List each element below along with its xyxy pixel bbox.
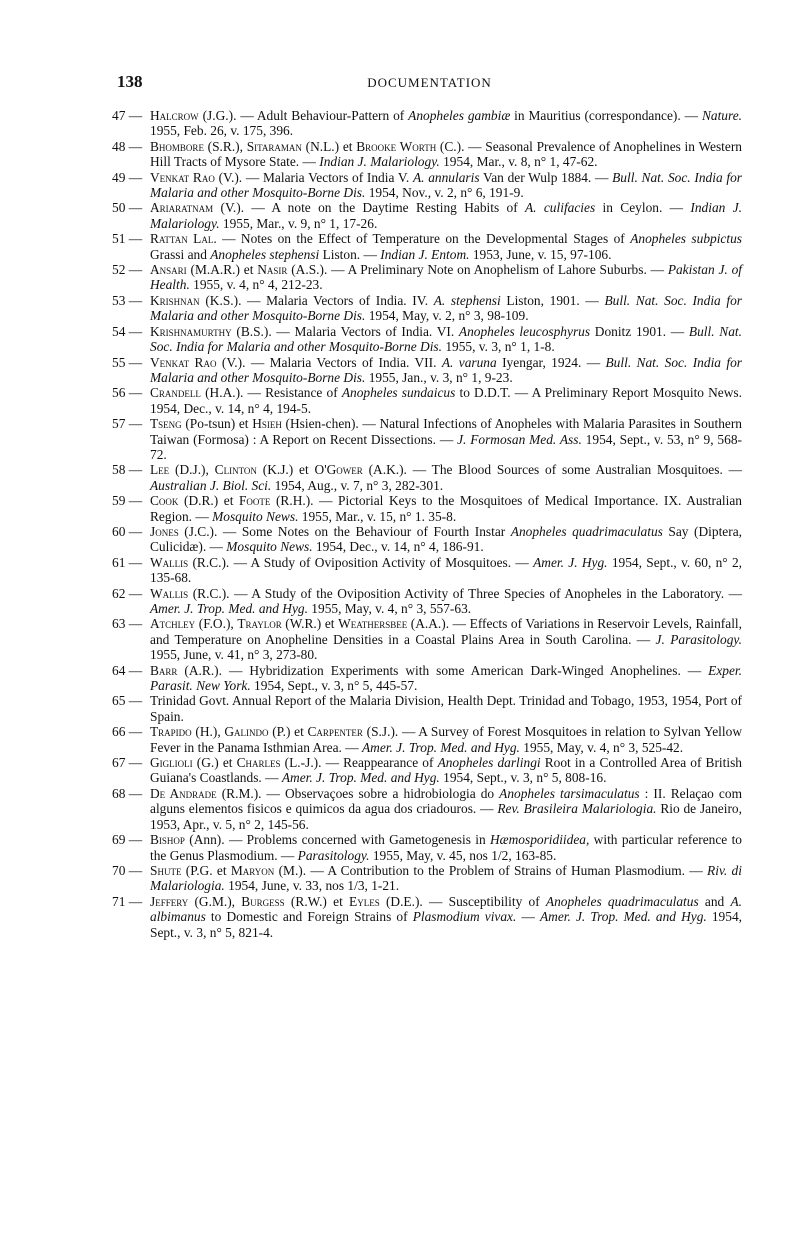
italic-text: A. varuna <box>441 354 497 370</box>
italic-text: Anopheles subpictus <box>630 231 743 247</box>
author-name: Eyles <box>349 893 380 909</box>
reference-text <box>150 139 742 169</box>
author-name: Tseng <box>150 416 182 432</box>
author-name: Trapido <box>150 724 192 740</box>
reference-segment: (H.), <box>191 724 225 740</box>
reference-entry <box>112 555 742 586</box>
italic-text: Amer. J. Hyg. <box>533 554 608 570</box>
author-name: Cook <box>150 493 179 509</box>
author-name: Krishnan <box>150 292 200 308</box>
reference-segment: in Ceylon. — <box>595 200 691 216</box>
reference-segment: (A.A.). — Effects of Variations in Reservoir Levels, Rainfall, and Temperature on Anopheline Densities in a Coastal Plains Area in South Carolina. — <box>150 616 742 647</box>
italic-text: Mosquito News. <box>212 508 299 524</box>
reference-segment: (F.O.), <box>195 616 238 632</box>
author-name: Wallis <box>150 554 189 570</box>
reference-segment: Grassi and <box>150 246 211 262</box>
reference-segment: 1954, Nov., v. 2, n° 6, 191-9. <box>365 185 524 201</box>
reference-segment: Root in a Controlled Area of British Guiana's Coastlands. — <box>150 755 742 786</box>
reference-segment: . — Notes on the Effect of Temperature on the Developmental Stages of <box>213 231 631 247</box>
reference-segment: — <box>516 909 540 925</box>
reference-segment: (D.E.). — Susceptibility of <box>379 893 546 909</box>
reference-segment: (R.W.) et <box>284 893 350 909</box>
italic-text: Pakistan J. of Health. <box>150 262 742 293</box>
reference-segment: Donitz 1901. — <box>590 323 689 339</box>
author-name: Maryon <box>230 862 275 878</box>
author-name: Burgess <box>241 893 285 909</box>
reference-text <box>150 416 742 462</box>
reference-entry <box>112 693 742 724</box>
italic-text: Bull. Nat. Soc. India for Malaria and other Mosquito-Borne Dis. <box>150 354 742 385</box>
reference-segment: Iyengar, 1924. — <box>496 354 606 370</box>
italic-text: Amer. J. Trop. Med. and Hyg. <box>539 909 707 925</box>
author-name: Jeffery <box>150 893 189 909</box>
author-name: Crandell <box>150 385 201 401</box>
reference-text <box>150 462 742 492</box>
reference-segment: (V.). — A note on the Daytime Resting Habits of <box>213 200 525 216</box>
reference-segment: Trinidad Govt. Annual Report of the Malaria Division, Health Dept. Trinidad and Tobago, 1953, 1954, Port of Spain. <box>150 693 742 724</box>
author-name: Bishop <box>150 832 185 848</box>
reference-segment: Rio de Janeiro, 1953, Apr., v. 5, n° 2, 145-56. <box>150 801 742 832</box>
reference-entry <box>112 755 742 786</box>
reference-segment: and <box>698 893 731 909</box>
author-name: Halcrow <box>150 108 199 123</box>
reference-segment: (S.J.). — A Survey of Forest Mosquitoes in relation to Sylvan Yellow Fever in the Panama Isthmian Area. — <box>150 724 742 755</box>
reference-segment: (J.C.). — Some Notes on the Behaviour of Fourth Instar <box>178 523 511 539</box>
author-name: Barr <box>150 662 178 678</box>
reference-number: 62 — <box>112 585 143 601</box>
reference-entry <box>112 724 742 755</box>
reference-segment: (V.). — Malaria Vectors of India. VII. <box>216 354 442 370</box>
reference-segment: (Hsien-chen). — Natural Infections of Anopheles with Malaria Parasites in Southern Taiwan (Formosa) : A Report on Recent Dissections. — <box>150 416 742 447</box>
reference-segment: (C.). — Seasonal Prevalence of Anophelines in Western Hill Tracts of Mysore State. — <box>150 138 742 170</box>
reference-number: 63 — <box>112 616 143 632</box>
italic-text: Indian J. Entom. <box>380 246 470 262</box>
reference-entry <box>112 231 742 262</box>
reference-segment: (M.A.R.) et <box>186 262 258 278</box>
reference-number: 56 — <box>112 385 143 401</box>
reference-number: 51 — <box>112 231 143 247</box>
reference-segment: 1955, v. 4, n° 4, 212-23. <box>189 277 323 293</box>
reference-segment: (G.M.), <box>188 893 242 909</box>
italic-text: Rev. Brasileira Malariologia. <box>497 801 657 817</box>
reference-segment: 1955, Feb. 26, v. 175, 396. <box>150 123 294 139</box>
reference-entry <box>112 586 742 617</box>
reference-text <box>150 170 742 200</box>
reference-segment: in Mauritius (correspondance). — <box>510 108 702 123</box>
reference-segment: (H.A.). — Resistance of <box>200 385 342 401</box>
reference-text <box>150 724 742 754</box>
italic-text: Anopheles quadrimaculatus <box>545 893 699 909</box>
author-name: Bhombore <box>150 138 204 154</box>
reference-segment: 1954, Mar., v. 8, n° 1, 47-62. <box>439 154 598 170</box>
italic-text: Mosquito News. <box>226 539 313 555</box>
reference-entry <box>112 385 742 416</box>
page-number: 138 <box>117 72 143 91</box>
reference-number: 57 — <box>112 416 143 432</box>
author-name: Hsieh <box>252 416 282 432</box>
reference-entry <box>112 108 742 139</box>
reference-number: 59 — <box>112 493 143 509</box>
reference-entry <box>112 200 742 231</box>
italic-text: Anopheles darlingi <box>437 755 541 771</box>
reference-segment: (P.G. et <box>181 862 231 878</box>
reference-number: 66 — <box>112 724 143 740</box>
reference-text <box>150 262 742 292</box>
reference-number: 68 — <box>112 785 143 801</box>
reference-segment: 1955, May, v. 45, nos 1/2, 163-85. <box>369 847 557 863</box>
italic-text: A. stephensi <box>433 292 501 308</box>
reference-segment: 1955, June, v. 41, n° 3, 273-80. <box>150 647 318 663</box>
reference-segment: (G.) et <box>192 755 237 771</box>
author-name: Charles <box>236 755 281 771</box>
reference-number: 47 — <box>112 108 143 123</box>
reference-number: 67 — <box>112 755 143 771</box>
reference-text <box>150 231 742 261</box>
author-name: Venkat Rao <box>150 354 217 370</box>
reference-number: 53 — <box>112 292 143 308</box>
author-name: Shute <box>150 862 182 878</box>
reference-text <box>150 108 742 138</box>
reference-segment: 1955, v. 3, n° 1, 1-8. <box>441 339 555 355</box>
reference-entry <box>112 663 742 694</box>
reference-segment: (S.R.), <box>203 138 247 154</box>
reference-number: 54 — <box>112 323 143 339</box>
author-name: Traylor <box>237 616 282 632</box>
reference-text <box>150 786 742 832</box>
reference-segment: 1955, Mar., v. 9, n° 1, 17-26. <box>219 215 378 231</box>
reference-segment: (R.C.). — A Study of Oviposition Activity of Mosquitoes. — <box>188 554 534 570</box>
reference-segment: (M.). — A Contribution to the Problem of Strains of Human Plasmodium. — <box>274 862 708 878</box>
reference-text <box>150 894 742 940</box>
reference-segment: 1954, Sept., v. 53, n° 9, 568-72. <box>150 431 742 462</box>
reference-segment: 1954, Sept., v. 3, n° 5, 821-4. <box>150 909 742 940</box>
reference-segment: (V.). — Malaria Vectors of India V. <box>214 169 413 185</box>
reference-segment: 1954, May, v. 2, n° 3, 98-109. <box>365 308 529 324</box>
reference-segment: 1954, Sept., v. 60, n° 2, 135-68. <box>150 554 742 586</box>
reference-text <box>150 755 742 785</box>
reference-segment: (J.G.). — Adult Behaviour-Pattern of <box>198 108 409 123</box>
reference-entry <box>112 493 742 524</box>
reference-segment: (K.S.). — Malaria Vectors of India. IV. <box>199 292 434 308</box>
author-name: Atchley <box>150 616 196 632</box>
reference-number: 70 — <box>112 862 143 878</box>
author-name: Krishnamurthy <box>150 323 232 339</box>
reference-number: 52 — <box>112 262 143 278</box>
reference-entry <box>112 462 742 493</box>
reference-segment: (Po-tsun) et <box>181 416 253 432</box>
reference-segment: Say (Diptera, Culicidæ). — <box>150 523 742 555</box>
reference-segment: 1955, Mar., v. 15, n° 1. 35-8. <box>298 508 457 524</box>
reference-segment: (D.R.) et <box>178 493 239 509</box>
reference-number: 55 — <box>112 354 143 370</box>
author-name: Weathersbee <box>338 616 408 632</box>
italic-text: A. annularis <box>412 169 480 185</box>
reference-segment: to Domestic and Foreign Strains of <box>205 909 413 925</box>
author-name: Clinton <box>214 462 257 478</box>
reference-text <box>150 616 742 662</box>
italic-text: Indian J. Malariology. <box>319 154 440 170</box>
reference-segment: 1955, May, v. 4, n° 3, 525-42. <box>519 739 684 755</box>
reference-number: 48 — <box>112 138 143 154</box>
reference-segment: : II. Relaçao com alguns elementos fisicos e quimicos da agua dos criadouros. — <box>150 785 742 817</box>
reference-segment: (D.J.), <box>169 462 215 478</box>
author-name: Lee <box>150 462 170 478</box>
reference-text <box>150 385 742 415</box>
reference-entry <box>112 324 742 355</box>
italic-text: Plasmodium vivax. <box>412 909 517 925</box>
italic-text: Anopheles tarsimaculatus <box>499 785 640 801</box>
reference-number: 64 — <box>112 662 143 678</box>
reference-number: 50 — <box>112 200 143 216</box>
reference-segment: 1954, Sept., v. 3, n° 5, 808-16. <box>439 770 607 786</box>
reference-entry <box>112 170 742 201</box>
reference-list <box>112 108 742 940</box>
author-name: O'Gower <box>314 462 363 478</box>
italic-text: Anopheles quadrimaculatus <box>510 523 663 539</box>
author-name: Ansari <box>150 262 187 278</box>
reference-text <box>150 524 742 554</box>
reference-text <box>150 493 742 523</box>
reference-text <box>150 355 742 385</box>
reference-text <box>150 555 742 585</box>
italic-text: Hæmosporidiidea, <box>490 832 590 848</box>
reference-segment: 1955, May, v. 4, n° 3, 557-63. <box>307 601 472 616</box>
running-title: DOCUMENTATION <box>367 75 492 90</box>
author-name: De Andrade <box>150 785 217 801</box>
author-name: Sitaraman <box>246 138 302 154</box>
author-name: Jones <box>150 523 179 539</box>
italic-text: Anopheles stephensi <box>210 246 320 262</box>
author-name: Rattan Lal <box>150 231 214 247</box>
italic-text: Anopheles gambiæ <box>408 108 511 123</box>
author-name: Venkat Rao <box>150 169 215 185</box>
author-name: Galindo <box>224 724 269 740</box>
italic-text: Australian J. Biol. Sci. <box>150 477 272 493</box>
reference-text <box>150 293 742 323</box>
author-name: Brooke Worth <box>356 138 437 154</box>
reference-number: 69 — <box>112 832 143 848</box>
reference-entry <box>112 863 742 894</box>
italic-text: Parasitology. <box>297 847 370 863</box>
reference-number: 60 — <box>112 523 143 539</box>
reference-entry <box>112 293 742 324</box>
reference-segment: (W.R.) et <box>281 616 339 632</box>
reference-segment: (R.C.). — A Study of the Oviposition Activity of Three Species of Anopheles in the Laboratory. — <box>188 585 742 601</box>
italic-text: Anopheles sundaicus <box>341 385 456 401</box>
reference-segment: Van der Wulp 1884. — <box>479 169 613 185</box>
reference-segment: (A.R.). — Hybridization Experiments with some American Dark-Winged Anophelines. — <box>177 662 709 678</box>
reference-number: 58 — <box>112 462 143 478</box>
author-name: Carpenter <box>307 724 363 740</box>
italic-text: Amer. J. Trop. Med. and Hyg. <box>281 770 440 786</box>
author-name: Wallis <box>150 585 189 601</box>
reference-entry <box>112 894 742 940</box>
italic-text: Bull. Nat. Soc. India for Malaria and other Mosquito-Borne Dis. <box>150 292 743 324</box>
reference-text <box>150 693 742 723</box>
reference-entry <box>112 416 742 462</box>
reference-segment: (R.H.). — Pictorial Keys to the Mosquitoes of Medical Importance. IX. Australian Region. — <box>150 493 742 524</box>
italic-text: A. albimanus <box>150 893 743 925</box>
reference-entry <box>112 786 742 832</box>
reference-segment: (B.S.). — Malaria Vectors of India. VI. <box>231 323 459 339</box>
italic-text: J. Formosan Med. Ass. <box>457 431 582 447</box>
reference-entry <box>112 139 742 170</box>
reference-segment: (L.-J.). — Reappearance of <box>280 755 438 771</box>
author-name: Foote <box>238 493 271 509</box>
reference-entry <box>112 355 742 386</box>
reference-segment: (A.K.). — The Blood Sources of some Australian Mosquitoes. — <box>362 462 742 478</box>
italic-text: Amer. J. Trop. Med. and Hyg. <box>150 601 308 616</box>
reference-segment: (N.L.) et <box>301 138 357 154</box>
reference-text <box>150 863 742 893</box>
reference-segment: 1954, Dec., v. 14, n° 4, 186-91. <box>312 539 484 555</box>
reference-segment: 1954, June, v. 33, nos 1/3, 1-21. <box>224 878 400 894</box>
reference-text <box>150 200 742 230</box>
reference-number: 65 — <box>112 693 143 709</box>
reference-segment: Liston, 1901. — <box>500 292 605 308</box>
reference-number: 71 — <box>112 893 143 909</box>
italic-text: Nature. <box>701 108 742 123</box>
reference-entry <box>112 832 742 863</box>
reference-segment: (R.M.). — Observaçoes sobre a hidrobiologia do <box>216 785 500 801</box>
reference-text <box>150 324 742 354</box>
author-name: Giglioli <box>150 755 193 771</box>
reference-segment: 1953, June, v. 15, 97-106. <box>469 246 612 262</box>
page-header <box>117 72 742 94</box>
reference-entry <box>112 616 742 662</box>
reference-segment: 1955, Jan., v. 3, n° 1, 9-23. <box>365 369 513 385</box>
reference-segment: with particular reference to the Genus Plasmodium. — <box>150 832 743 863</box>
italic-text: Riv. di Malariologia. <box>150 862 742 894</box>
italic-text: A. culifacies <box>525 200 596 216</box>
author-name: Nasir <box>257 262 288 278</box>
author-name: Ariaratnam <box>150 200 214 216</box>
reference-text <box>150 586 742 616</box>
reference-number: 61 — <box>112 554 143 570</box>
reference-entry <box>112 262 742 293</box>
reference-segment: (P.) et <box>268 724 308 740</box>
reference-segment: (Ann). — Problems concerned with Gametogenesis in <box>184 832 491 848</box>
italic-text: J. Parasitology. <box>655 631 742 647</box>
reference-segment: 1954, Sept., v. 3, n° 5, 445-57. <box>250 678 418 694</box>
italic-text: Exper. Parasit. New York. <box>150 662 742 694</box>
reference-text <box>150 663 742 693</box>
italic-text: Bull. Nat. Soc. India for Malaria and other Mosquito-Borne Dis. <box>150 323 742 355</box>
reference-number: 49 — <box>112 169 143 185</box>
reference-segment: 1954, Aug., v. 7, n° 3, 282-301. <box>271 477 444 493</box>
reference-text <box>150 832 742 862</box>
reference-segment: to D.D.T. — A Preliminary Report Mosquito News. 1954, Dec., v. 14, n° 4, 194-5. <box>150 385 742 416</box>
italic-text: Indian J. Malariology. <box>150 200 742 231</box>
italic-text: Anopheles leucosphyrus <box>458 323 591 339</box>
italic-text: Bull. Nat. Soc. India for Malaria and other Mosquito-Borne Dis. <box>150 169 742 201</box>
italic-text: Amer. J. Trop. Med. and Hyg. <box>361 739 520 755</box>
reference-segment: (A.S.). — A Preliminary Note on Anophelism of Lahore Suburbs. — <box>287 262 668 278</box>
reference-entry <box>112 524 742 555</box>
reference-segment: Liston. — <box>319 246 381 262</box>
reference-segment: (K.J.) et <box>256 462 315 478</box>
